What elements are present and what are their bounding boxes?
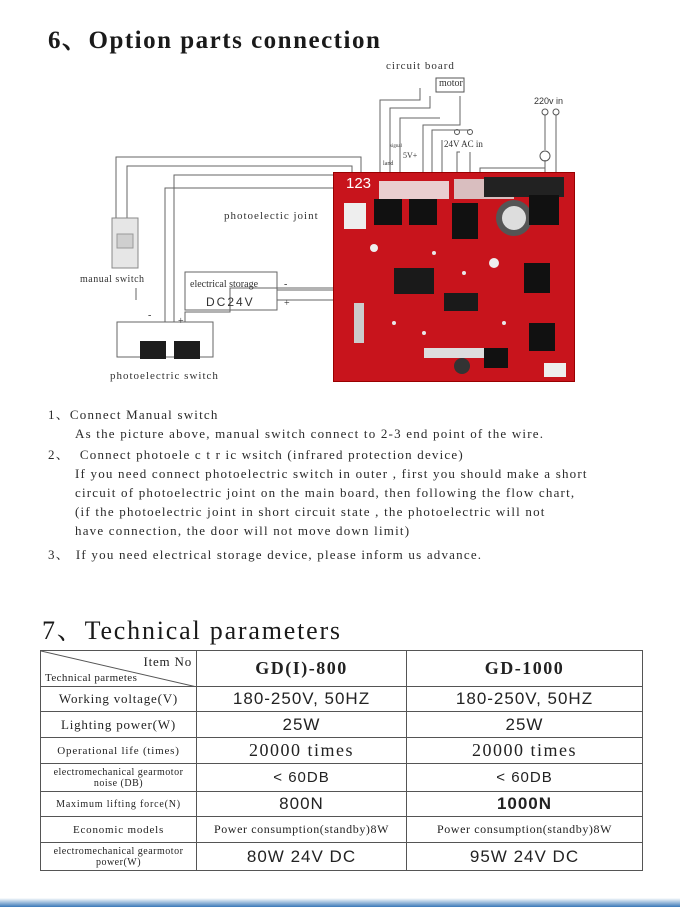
signal-label: signal bbox=[390, 144, 402, 149]
instruction-2-line: (if the photoelectric joint in short circuit state , the photoelectric will not bbox=[75, 504, 546, 519]
table-row bbox=[41, 712, 643, 738]
photoelectric-switch-label: photoelectric switch bbox=[110, 370, 219, 382]
instructions-list bbox=[48, 405, 648, 564]
row-value: < 60DB bbox=[197, 764, 407, 792]
row-value: < 60DB bbox=[407, 764, 643, 792]
model-header-gd-1000: GD-1000 bbox=[407, 651, 643, 687]
circuit-board-art bbox=[334, 173, 574, 381]
row-label: Lighting power(W) bbox=[41, 712, 197, 738]
row-label: Operational life (times) bbox=[41, 738, 197, 764]
manual-switch-label: manual switch bbox=[80, 274, 145, 285]
bottom-accent-bar bbox=[0, 898, 680, 907]
24v-ac-in-label: 24V AC in bbox=[444, 139, 483, 149]
dc24v-label: DC24V bbox=[206, 295, 255, 309]
row-value: 20000 times bbox=[197, 738, 407, 764]
220v-in-label: 220v in bbox=[534, 96, 564, 106]
row-label: Maximum lifting force(N) bbox=[41, 792, 197, 817]
main-circuit-board-image bbox=[333, 172, 575, 382]
row-value: 800N bbox=[197, 792, 407, 817]
storage-plus-sign: + bbox=[284, 298, 290, 309]
row-value: 180-250V, 50HZ bbox=[407, 687, 643, 712]
section-7-title: 7、Technical parameters bbox=[42, 616, 342, 645]
row-label: Working voltage(V) bbox=[41, 687, 197, 712]
instruction-1-heading: 1、Connect Manual switch bbox=[48, 407, 219, 422]
table-row bbox=[41, 792, 643, 817]
row-value: 80W 24V DC bbox=[197, 843, 407, 871]
row-label: electromechanical gearmotor noise (DB) bbox=[41, 764, 197, 792]
board-connector-label: 123 bbox=[346, 175, 372, 192]
instruction-2-line: have connection, the door will not move down limit) bbox=[75, 523, 411, 538]
table-header-row bbox=[41, 651, 643, 687]
storage-minus-sign: - bbox=[284, 279, 288, 290]
row-value: 25W bbox=[197, 712, 407, 738]
table-row bbox=[41, 817, 643, 843]
circuit-board-label: circuit board bbox=[386, 60, 455, 72]
model-header-gd-i-800: GD(I)-800 bbox=[197, 651, 407, 687]
table-row bbox=[41, 764, 643, 792]
section-6-title: 6、Option parts connection bbox=[48, 27, 382, 54]
row-value: 25W bbox=[407, 712, 643, 738]
motor-label: motor bbox=[439, 78, 463, 89]
land-label: land bbox=[383, 161, 394, 167]
technical-parameters-table bbox=[40, 650, 643, 871]
instruction-1-line: As the picture above, manual switch connect to 2-3 end point of the wire. bbox=[75, 426, 545, 441]
row-label: electromechanical gearmotor power(W) bbox=[41, 843, 197, 871]
instruction-3-heading: 3、 If you need electrical storage device, please inform us advance. bbox=[48, 547, 483, 562]
row-label: Economic models bbox=[41, 817, 197, 843]
item-no-label: Item No bbox=[143, 654, 192, 669]
switch-minus-sign: - bbox=[148, 310, 152, 321]
5v-plus-label: 5V+ bbox=[403, 151, 418, 160]
row-value: 20000 times bbox=[407, 738, 643, 764]
row-value: 95W 24V DC bbox=[407, 843, 643, 871]
row-value: 180-250V, 50HZ bbox=[197, 687, 407, 712]
instruction-2-heading: 2、 Connect photoele c t r ic wsitch (infrared protection device) bbox=[48, 447, 464, 462]
row-value: Power consumption(standby)8W bbox=[197, 817, 407, 843]
table-row bbox=[41, 738, 643, 764]
row-value: Power consumption(standby)8W bbox=[407, 817, 643, 843]
instruction-2-line: circuit of photoelectric joint on the main board, then following the flow chart, bbox=[75, 485, 576, 500]
table-row bbox=[41, 687, 643, 712]
photoelectic-joint-label: photoelectic joint bbox=[224, 210, 319, 222]
switch-plus-sign: + bbox=[178, 316, 184, 327]
row-value: 1000N bbox=[407, 792, 643, 817]
table-row bbox=[41, 843, 643, 871]
instruction-2-line: If you need connect photoelectric switch in outer , first you should make a short bbox=[75, 466, 588, 481]
header-corner-cell bbox=[41, 651, 197, 687]
electrical-storage-label: electrical storage bbox=[190, 279, 259, 290]
technical-params-label: Technical parmetes bbox=[45, 672, 138, 684]
